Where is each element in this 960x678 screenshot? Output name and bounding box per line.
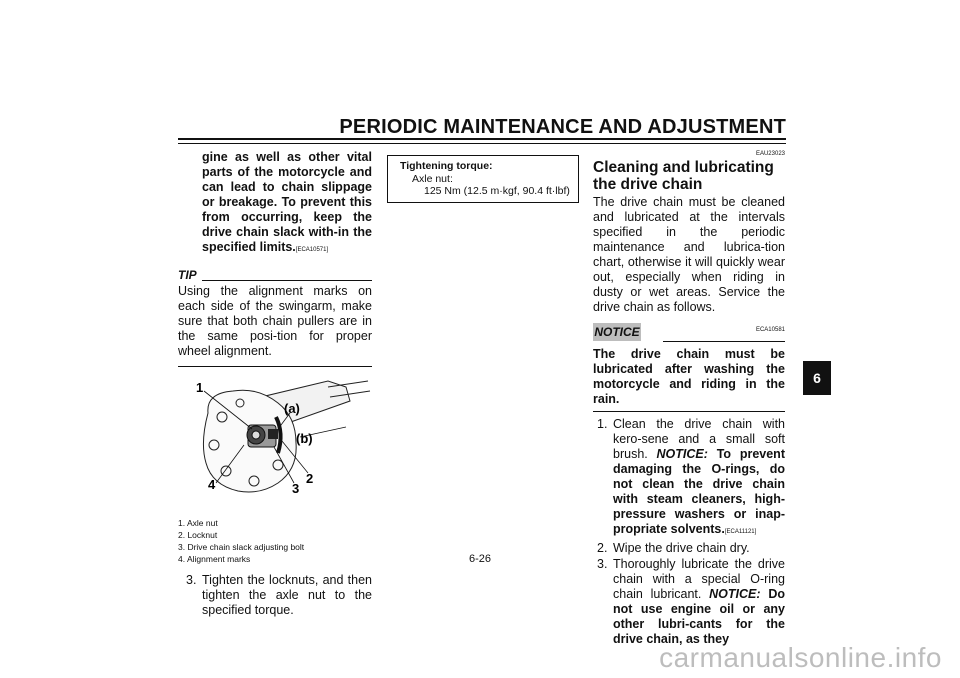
step-3	[593, 557, 785, 647]
torque-heading: Tightening torque:	[400, 160, 493, 172]
watermark: carmanualsonline.info	[659, 642, 942, 673]
step-number: 1.	[597, 417, 608, 431]
warning-continuation	[178, 150, 372, 258]
step-number: 3.	[186, 573, 197, 587]
notice-rule	[663, 341, 785, 342]
inline-ref-code: [ECA11121]	[724, 529, 757, 535]
step-3	[178, 573, 372, 618]
warning-text: gine as well as other vital parts of the motorcycle and can lead to chain slippage or breakage. To prevent this from occurring, keep the drive chain slack with-in the specified limits.	[202, 150, 372, 254]
right-column	[593, 150, 785, 647]
tip-end-rule	[178, 366, 372, 367]
swingarm-illustration	[178, 373, 372, 515]
tip-label: TIP	[178, 268, 197, 282]
step-2	[593, 541, 785, 556]
notice-ref-code: ECA10581	[755, 327, 785, 333]
inline-notice-text: To prevent damaging the O-rings, do not clean the drive chain with steam cleaners, high-pressure washers or inap-propriate solvents.	[613, 447, 785, 536]
caption-item: 3. Drive chain slack adjusting bolt	[178, 542, 305, 552]
step-number: 2.	[597, 541, 608, 555]
inline-notice-text: Do not use engine oil or any other lubri-cants for the drive chain, as they	[613, 587, 785, 646]
page-number: 6-26	[468, 553, 492, 565]
page-header-title: PERIODIC MAINTENANCE AND ADJUSTMENT	[339, 116, 786, 138]
fig-label-2: 2	[306, 471, 314, 486]
intro-text: The drive chain must be cleaned and lubricated at the intervals specified in the periodic maintenance and lubrica-tion chart, otherwise it will quickly wear out, especially when riding in dusty or wet areas. Service the drive chain as follows.	[593, 195, 785, 314]
fig-label-3: 3	[292, 481, 300, 496]
section-ref-code: EAU23023	[755, 151, 785, 157]
step-1	[593, 417, 785, 540]
caption-item: 2. Locknut	[178, 530, 218, 540]
fig-label-a: (a)	[284, 401, 300, 416]
step-text: Thoroughly lubricate the drive chain with a special O-ring chain lubricant.	[613, 557, 785, 601]
steps-list	[593, 417, 785, 647]
caption-item: 1. Axle nut	[178, 518, 218, 528]
fig-label-1: 1	[196, 380, 204, 395]
tip-header	[178, 266, 372, 284]
tip-rule	[202, 280, 372, 281]
tip-text: Using the alignment marks on each side of the swingarm, make sure that both chain pullers are in the same posi-tion for proper wheel alignment.	[178, 284, 372, 358]
figure-captions	[178, 517, 372, 565]
inline-notice-label: NOTICE:	[709, 587, 761, 601]
axle-figure	[178, 373, 372, 515]
notice-text: The drive chain must be lubricated after washing the motorcycle and riding in the rain.	[593, 347, 785, 406]
caption-item: 4. Alignment marks	[178, 554, 251, 564]
header-rule-thin	[178, 143, 786, 144]
torque-part: Axle nut:	[412, 172, 453, 185]
left-column	[178, 150, 372, 618]
step-text: Wipe the drive chain dry.	[613, 541, 750, 555]
notice-end-rule	[593, 411, 785, 412]
torque-spec-box	[387, 155, 579, 203]
header-rule	[178, 138, 786, 140]
section-title: Cleaning and lubricating the drive chain	[593, 159, 774, 193]
inline-notice-label: NOTICE:	[656, 447, 708, 461]
step-text: Clean the drive chain with kero-sene and a small soft brush.	[613, 417, 785, 461]
step-text: Tighten the locknuts, and then tighten the axle nut to the specified torque.	[202, 573, 372, 617]
torque-value: 125 Nm (12.5 m·kgf, 90.4 ft·lbf)	[424, 185, 570, 197]
fig-label-4: 4	[208, 477, 216, 492]
warning-ref-code: [ECA10571]	[295, 247, 329, 253]
notice-badge: NOTICE	[594, 325, 640, 339]
fig-label-b: (b)	[296, 431, 313, 446]
chapter-tab[interactable]: 6	[803, 361, 831, 395]
notice-header	[593, 323, 785, 345]
step-number: 3.	[597, 557, 608, 571]
